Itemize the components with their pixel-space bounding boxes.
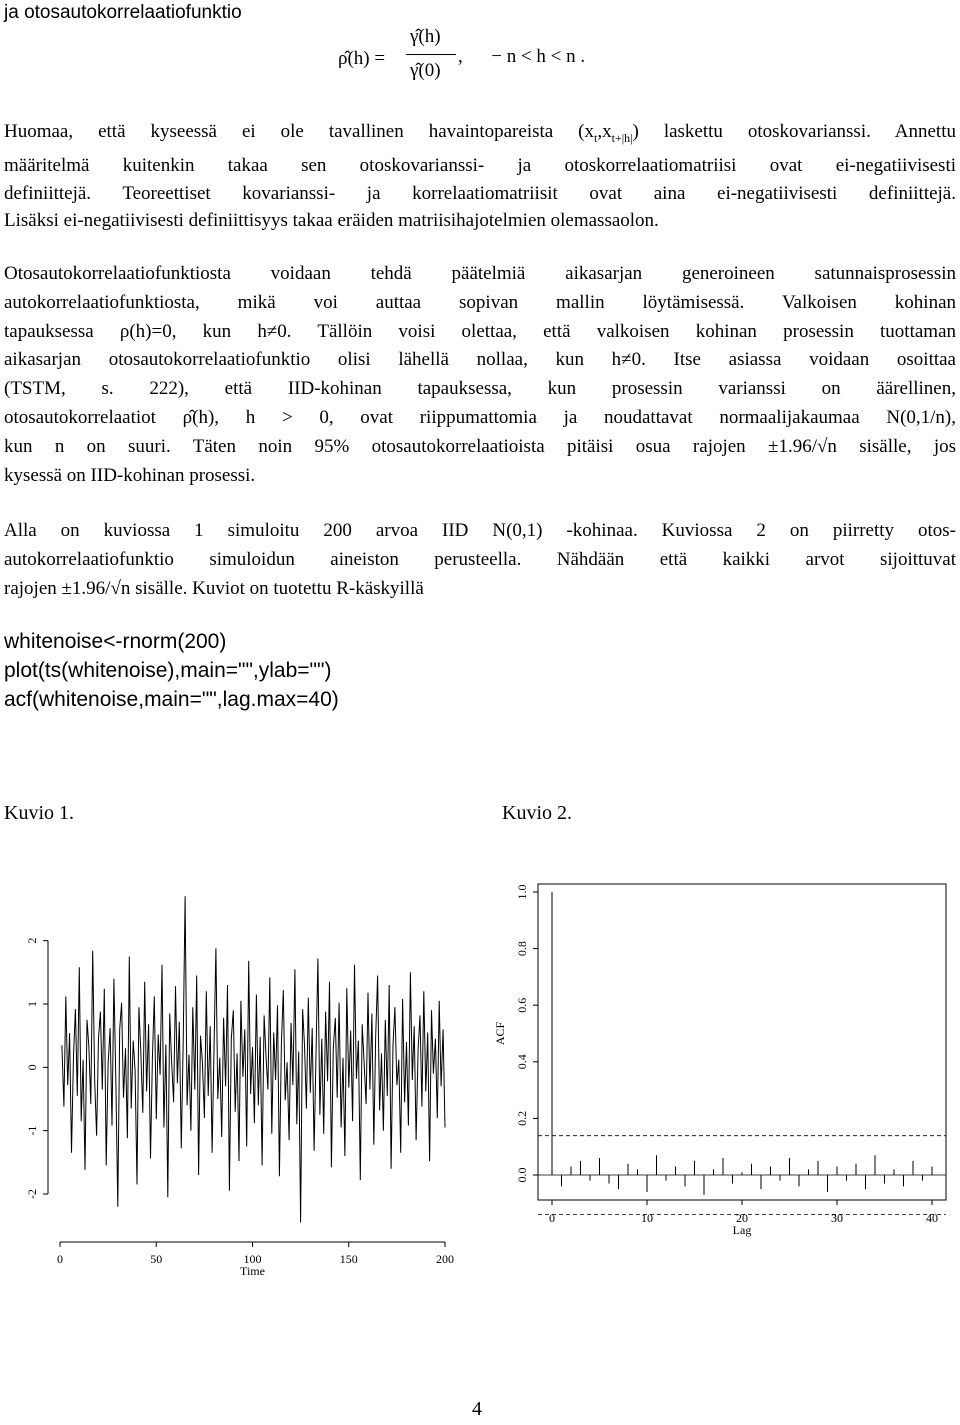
x-tick-label: 10	[641, 1211, 653, 1225]
x-tick-label: 20	[736, 1211, 748, 1225]
x-tick-label: 50	[150, 1252, 163, 1266]
paragraph-line: definiittejä. Teoreettiset kovarianssi- ja korrelaatiomatriisit ovat aina ei-negatiivisesti definiittejä.	[4, 182, 956, 204]
code-line-1: whitenoise<-rnorm(200)	[4, 630, 227, 653]
paragraph-line: Alla on kuviossa 1 simuloitu 200 arvoa IID N(0,1) -kohinaa. Kuviossa 2 on piirretty otos-	[4, 520, 956, 541]
x-tick-label: 30	[831, 1211, 843, 1225]
acf-plot	[480, 880, 958, 1290]
y-axis-label: ACF	[493, 1021, 507, 1046]
paragraph-line: Huomaa, että kyseessä ei ole tavallinen havaintopareista $(x_t,x_{t+|h|})$ laskettu otoskovarianssi. Annettu	[4, 121, 956, 145]
x-tick-label: 0	[57, 1252, 63, 1266]
paragraph-line: rajojen ±1.96/√n sisälle. Kuviot on tuotettu R-käskyillä	[4, 578, 424, 599]
formula-lhs: ρ̂(h) =	[338, 48, 386, 69]
formula-numerator: γ̂(h)	[410, 26, 441, 47]
y-tick-label: 0.6	[515, 997, 529, 1013]
paragraph-line: kun n on suuri. Täten noin 95% otosautokorrelaatioista pitäisi osua rajojen ±1.96/√n sisälle, jos	[4, 435, 956, 457]
page-number: 4	[472, 1398, 482, 1420]
fraction-bar	[406, 54, 456, 55]
paragraph-line: autokorrelaatiofunktiosta, mikä voi auttaa sopivan mallin löytämisessä. Valkoisen kohinan	[4, 291, 956, 313]
formula-condition: , − n < h < n .	[458, 46, 586, 67]
x-axis-label: Time	[240, 1264, 265, 1278]
x-axis-label: Lag	[732, 1223, 752, 1237]
y-tick-label: 2	[25, 937, 39, 944]
paragraph-1	[4, 118, 956, 235]
y-tick-label: -2	[25, 1189, 39, 1199]
figure-1-caption: Kuvio 1.	[4, 802, 74, 824]
paragraph-line: aikasarjan otosautokorrelaatiofunktio olisi lähellä nollaa, kun h≠0. Itse asiassa voidaan osoittaa	[4, 349, 956, 371]
y-tick-label: 0.8	[515, 941, 529, 957]
paragraph-2	[4, 260, 956, 490]
acf-formula	[330, 22, 630, 92]
intro-text: ja otosautokorrelaatiofunktio	[4, 2, 242, 23]
paragraph-3	[4, 516, 956, 603]
x-tick-label: 200	[436, 1252, 454, 1266]
paragraph-line: tapauksessa ρ(h)=0, kun h≠0. Tällöin voisi olettaa, että valkoisen kohinan prosessin tuottaman	[4, 320, 956, 342]
paragraph-line: (TSTM, s. 222), että IID-kohinan tapauksessa, kun prosessin varianssi on äärellinen,	[4, 378, 956, 400]
y-tick-label: 1	[25, 1001, 39, 1007]
y-tick-label: 0.2	[515, 1110, 529, 1126]
code-line-3: acf(whitenoise,main="",lag.max=40)	[4, 688, 339, 711]
code-line-2: plot(ts(whitenoise),main="",ylab="")	[4, 659, 332, 682]
plot-frame	[538, 884, 946, 1200]
y-tick-label: 0	[25, 1064, 39, 1071]
paragraph-line: Otosautokorrelaatiofunktiosta voidaan tehdä päätelmiä aikasarjan generoineen satunnaisprosessin	[4, 263, 956, 284]
paragraph-line: kysessä on IID-kohinan prosessi.	[4, 464, 256, 486]
formula-denominator: γ̂(0)	[410, 60, 441, 81]
time-series-plot	[0, 880, 470, 1290]
y-tick-label: 1.0	[515, 884, 529, 900]
paragraph-line: autokorrelaatiofunktio simuloidun aineiston perusteella. Nähdään että kaikki arvot sijoittuvat	[4, 549, 956, 570]
x-tick-label: 150	[339, 1252, 358, 1266]
paragraph-line: otosautokorrelaatiot ρ̂(h), h > 0, ovat riippumattomia ja noudattavat normaalijakaumaa N(0,1/n),	[4, 406, 956, 428]
y-tick-label: -1	[25, 1125, 39, 1136]
y-tick-label: 0.0	[515, 1167, 529, 1183]
x-tick-label: 0	[549, 1211, 555, 1225]
series-line	[62, 896, 445, 1222]
x-tick-label: 100	[243, 1252, 262, 1266]
paragraph-line: Lisäksi ei-negatiivisesti definiittisyys takaa eräiden matriisihajotelmien olemassaolon.	[4, 210, 659, 232]
figure-2-caption: Kuvio 2.	[502, 802, 572, 824]
x-tick-label: 40	[926, 1211, 938, 1225]
y-tick-label: 0.4	[515, 1054, 529, 1070]
paragraph-line: määritelmä kuitenkin takaa sen otoskovarianssi- ja otoskorrelaatiomatriisi ovat ei-negatiivisesti	[4, 155, 956, 177]
